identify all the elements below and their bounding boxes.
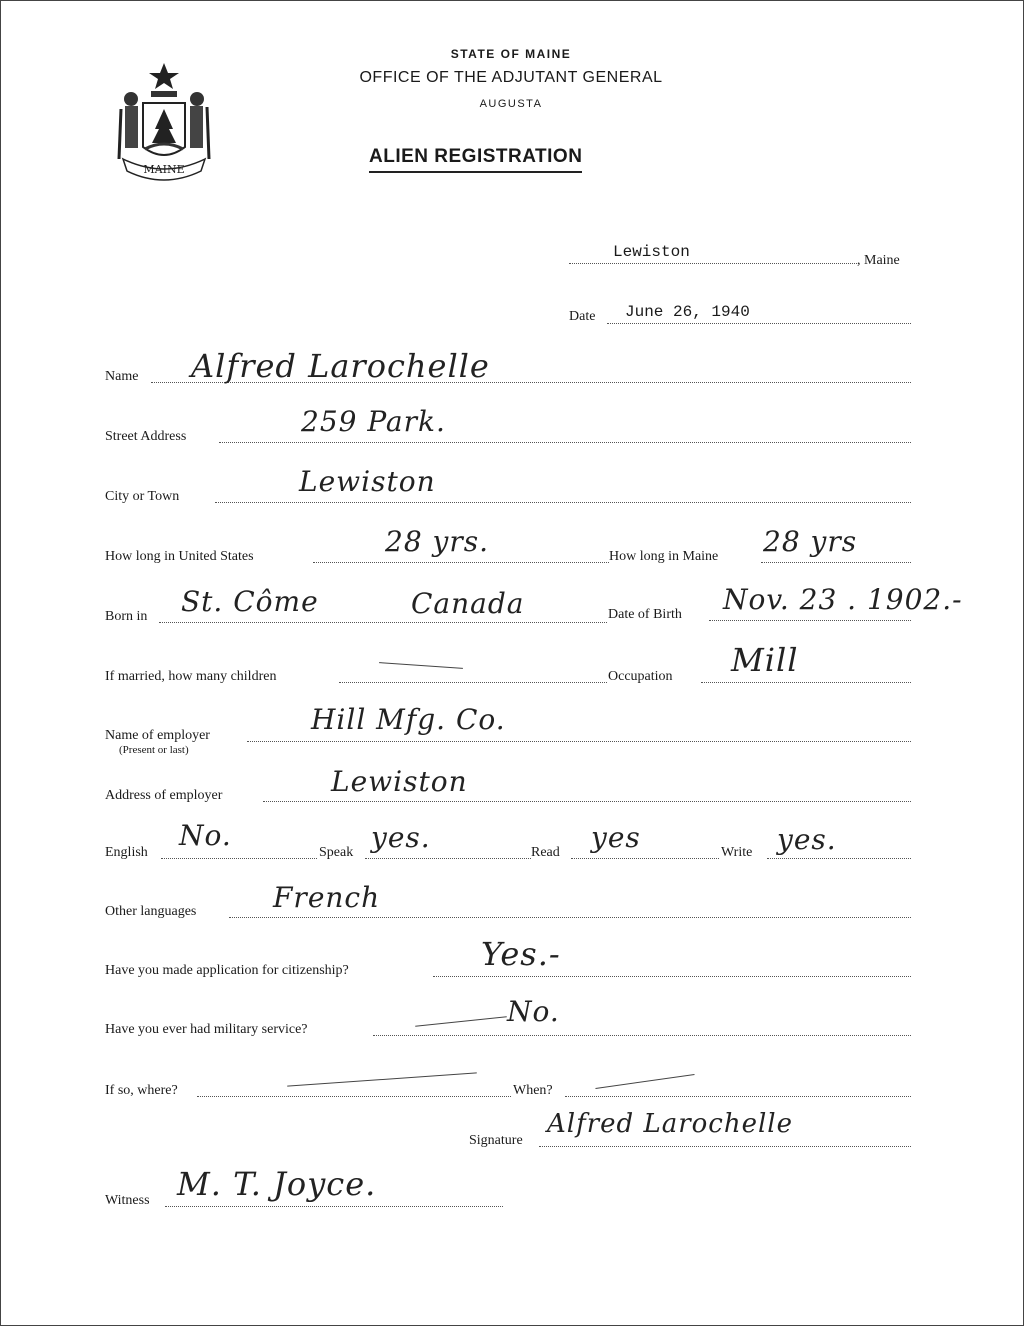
- read-value: yes: [591, 821, 641, 854]
- employer-sublabel: (Present or last): [119, 744, 189, 756]
- city-heading: AUGUSTA: [479, 98, 543, 110]
- employer-addr-value: Lewiston: [331, 765, 468, 798]
- employer-label: Name of employer: [105, 728, 210, 743]
- office-heading: OFFICE OF THE ADJUTANT GENERAL: [359, 69, 663, 86]
- date-label: Date: [569, 309, 596, 324]
- when-dash: [595, 1074, 694, 1089]
- location-value: Lewiston: [613, 243, 690, 261]
- us-value: 28 yrs.: [385, 525, 490, 558]
- employer-addr-label: Address of employer: [105, 788, 223, 803]
- city-label: City or Town: [105, 489, 180, 504]
- write-value: yes.: [777, 823, 837, 856]
- other-lang-label: Other languages: [105, 904, 197, 919]
- born-label: Born in: [105, 609, 148, 624]
- witness-value: M. T. Joyce.: [177, 1165, 377, 1203]
- street-value: 259 Park.: [301, 405, 446, 438]
- other-lang-value: French: [273, 881, 381, 914]
- occupation-value: Mill: [731, 641, 799, 679]
- street-label: Street Address: [105, 429, 187, 444]
- military-label: Have you ever had military service?: [105, 1022, 308, 1037]
- born-country: Canada: [411, 587, 525, 620]
- seal-text: MAINE: [143, 163, 185, 176]
- city-value: Lewiston: [299, 465, 436, 498]
- when-label: When?: [513, 1083, 553, 1098]
- military-value: No.: [507, 995, 560, 1028]
- born-value: St. Côme: [181, 585, 319, 618]
- name-label: Name: [105, 369, 139, 384]
- children-label: If married, how many children: [105, 669, 277, 684]
- state-heading: STATE OF MAINE: [450, 47, 572, 61]
- citizenship-label: Have you made application for citizenship?: [105, 963, 349, 978]
- occupation-label: Occupation: [608, 669, 673, 684]
- employer-value: Hill Mfg. Co.: [311, 703, 506, 736]
- where-label: If so, where?: [105, 1083, 178, 1098]
- date-value: June 26, 1940: [625, 303, 750, 321]
- dob-value: Nov. 23 . 1902.-: [723, 583, 963, 616]
- name-value: Alfred Larochelle: [191, 347, 490, 385]
- maine-seal-icon: [109, 59, 219, 187]
- speak-value: yes.: [371, 821, 431, 854]
- english-value: No.: [179, 819, 232, 852]
- dob-label: Date of Birth: [608, 607, 682, 622]
- us-label: How long in United States: [105, 549, 254, 564]
- witness-label: Witness: [105, 1193, 150, 1208]
- read-label: Read: [531, 845, 560, 860]
- write-label: Write: [721, 845, 753, 860]
- form-title: ALIEN REGISTRATION: [369, 146, 582, 173]
- maine-value: 28 yrs: [763, 525, 858, 558]
- citizenship-value: Yes.-: [481, 935, 561, 973]
- signature-label: Signature: [469, 1133, 523, 1148]
- where-dash: [287, 1072, 477, 1086]
- english-label: English: [105, 845, 148, 860]
- maine-label: How long in Maine: [609, 549, 719, 564]
- speak-label: Speak: [319, 845, 354, 860]
- military-dash: [415, 1016, 507, 1027]
- children-dash: [379, 662, 463, 669]
- signature-value: Alfred Larochelle: [547, 1109, 793, 1139]
- location-suffix: , Maine: [857, 253, 900, 268]
